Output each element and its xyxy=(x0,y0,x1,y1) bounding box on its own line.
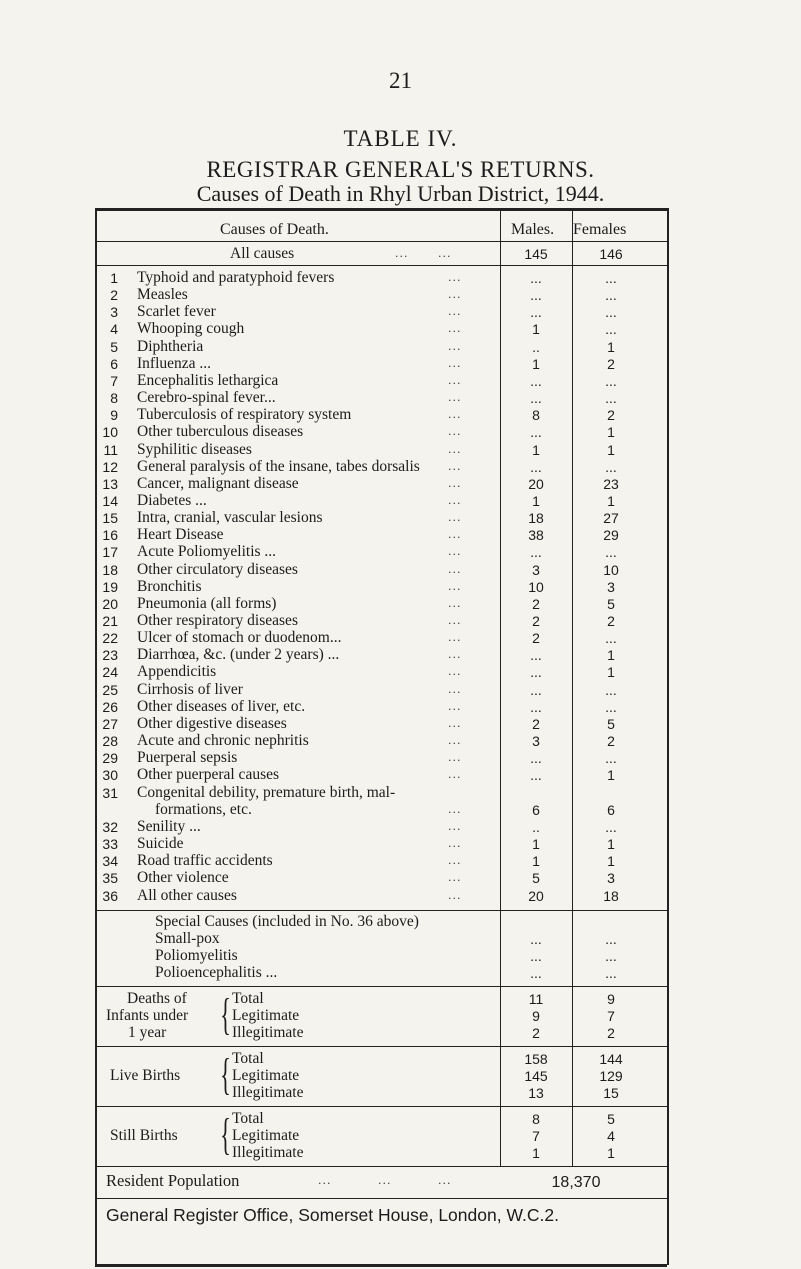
infant-females: 2 xyxy=(607,1025,615,1041)
cause-label: Other tuberculous diseases xyxy=(137,423,304,440)
cause-label: Encephalitis lethargica xyxy=(137,372,279,389)
cause-label: Congenital debility, premature birth, mal- xyxy=(137,784,396,801)
cause-females: 1 xyxy=(607,442,615,458)
row-number: 24 xyxy=(102,664,118,680)
page-title: REGISTRAR GENERAL'S RETURNS. xyxy=(206,157,595,182)
leader-dots: ... xyxy=(448,408,462,421)
cause-females: 3 xyxy=(607,579,615,595)
cause-females: 2 xyxy=(607,356,615,372)
cause-label: General paralysis of the insane, tabes dorsalis xyxy=(137,458,420,475)
leader-dots: ... xyxy=(448,391,462,404)
row-number: 30 xyxy=(102,767,118,783)
leader-dots: ... xyxy=(448,700,462,713)
cause-females: 23 xyxy=(603,476,619,492)
leader-dots: ... xyxy=(448,683,462,696)
cause-label: Influenza ... xyxy=(137,355,212,372)
cause-label: Other digestive diseases xyxy=(137,715,287,732)
cause-females: 5 xyxy=(607,716,615,732)
rule-line xyxy=(97,986,667,987)
cause-males: .. xyxy=(532,819,540,835)
cause-females: 5 xyxy=(607,596,615,612)
cause-label: Acute Poliomyelitis ... xyxy=(137,543,277,560)
cause-label: Whooping cough xyxy=(137,320,245,337)
special-females: ... xyxy=(605,948,617,964)
rule-line xyxy=(97,910,667,911)
leader-dots: ... xyxy=(448,477,462,490)
cause-males: ... xyxy=(530,767,542,783)
cause-label: Heart Disease xyxy=(137,526,224,543)
cause-label: Diphtheria xyxy=(137,338,204,355)
leader-dots: ... xyxy=(448,631,462,644)
row-number: 21 xyxy=(102,613,118,629)
cause-label: Diabetes ... xyxy=(137,492,207,509)
infant-males: 11 xyxy=(528,991,544,1007)
cause-label: Senility ... xyxy=(137,818,201,835)
cause-label: Other puerperal causes xyxy=(137,766,280,783)
leader-dots: ... xyxy=(448,717,462,730)
cause-label: Cerebro-spinal fever... xyxy=(137,389,276,406)
row-number: 27 xyxy=(102,716,118,732)
row-number: 36 xyxy=(102,888,118,904)
page-number: 21 xyxy=(389,68,412,93)
leader-dots: ... xyxy=(448,580,462,593)
cause-females: ... xyxy=(605,321,617,337)
leader-dots: ... xyxy=(448,854,462,867)
leader-dots: ... xyxy=(448,820,462,833)
row-number: 13 xyxy=(102,476,118,492)
row-number: 16 xyxy=(102,527,118,543)
cause-label: Bronchitis xyxy=(137,578,202,595)
cause-label: All other causes xyxy=(137,887,237,904)
cause-females: ... xyxy=(605,699,617,715)
infant-males: 9 xyxy=(532,1008,540,1024)
leader-dots: ... xyxy=(448,425,462,438)
leader-dots: ... xyxy=(448,374,462,387)
page-subtitle: Causes of Death in Rhyl Urban District, 1944. xyxy=(196,181,605,206)
header-males: Males. xyxy=(511,221,555,238)
leader-dots: ... xyxy=(448,528,462,541)
cause-males: ... xyxy=(530,287,542,303)
leader-dots: ... xyxy=(448,889,462,902)
cause-label: Tuberculosis of respiratory system xyxy=(137,406,352,423)
row-number: 20 xyxy=(102,596,118,612)
rule-line xyxy=(97,1106,667,1107)
cause-males: ... xyxy=(530,699,542,715)
footer-address: General Register Office, Somerset House, London, W.C.2. xyxy=(106,1205,559,1225)
leader-dots: ... xyxy=(448,271,462,284)
still-females: 1 xyxy=(607,1145,615,1161)
cause-females: ... xyxy=(605,270,617,286)
cause-females: 1 xyxy=(607,647,615,663)
cause-males: 5 xyxy=(532,870,540,886)
cause-males: ... xyxy=(530,750,542,766)
special-item: Small-pox xyxy=(155,930,220,947)
cause-females: 1 xyxy=(607,493,615,509)
cause-males: 20 xyxy=(528,476,544,492)
infant-males: 2 xyxy=(532,1025,540,1041)
cause-males: ... xyxy=(530,544,542,560)
leader-dots: ... xyxy=(448,443,462,456)
live-births-label: Live Births xyxy=(110,1067,181,1084)
live-females: 144 xyxy=(599,1051,623,1067)
cause-label: Suicide xyxy=(137,835,184,852)
infant-row-label: Legitimate xyxy=(232,1007,300,1024)
row-number: 19 xyxy=(102,579,118,595)
cause-label: Cancer, malignant disease xyxy=(137,475,299,492)
cause-females: ... xyxy=(605,287,617,303)
cause-label: Appendicitis xyxy=(137,663,217,680)
row-number: 7 xyxy=(110,373,118,389)
cause-females: ... xyxy=(605,819,617,835)
cause-label: Puerperal sepsis xyxy=(137,749,238,766)
rule-line xyxy=(97,241,667,242)
cause-females: 6 xyxy=(607,802,615,818)
live-row-label: Illegitimate xyxy=(232,1084,304,1101)
still-females: 5 xyxy=(607,1111,615,1127)
cause-males: 1 xyxy=(532,321,540,337)
leader-dots: ... xyxy=(448,837,462,850)
cause-label: Other diseases of liver, etc. xyxy=(137,698,306,715)
row-number: 23 xyxy=(102,647,118,663)
still-row-label: Illegitimate xyxy=(232,1144,304,1161)
leader-dots: ... xyxy=(448,768,462,781)
cause-females: 10 xyxy=(603,562,619,578)
live-row-label: Legitimate xyxy=(232,1067,300,1084)
cause-females: 1 xyxy=(607,664,615,680)
cause-females: 3 xyxy=(607,870,615,886)
special-males: ... xyxy=(530,965,542,981)
leader-dots: ... xyxy=(448,614,462,627)
cause-females: ... xyxy=(605,390,617,406)
row-number: 31 xyxy=(102,785,118,801)
infant-group-label: 1 year xyxy=(128,1024,167,1041)
column-line xyxy=(667,208,669,1265)
row-number: 8 xyxy=(110,390,118,406)
column-line xyxy=(572,208,573,1166)
row-number: 17 xyxy=(102,544,118,560)
rule-line xyxy=(97,1046,667,1047)
row-number: 3 xyxy=(110,304,118,320)
column-line xyxy=(500,208,501,1166)
cause-females: 1 xyxy=(607,767,615,783)
row-number: 1 xyxy=(110,270,118,286)
cause-label: Other violence xyxy=(137,869,229,886)
cause-females: 2 xyxy=(607,407,615,423)
cause-males: 2 xyxy=(532,596,540,612)
row-number: 34 xyxy=(102,853,118,869)
leader-dots: ... xyxy=(448,751,462,764)
row-number: 35 xyxy=(102,870,118,886)
still-females: 4 xyxy=(607,1128,615,1144)
row-number: 33 xyxy=(102,836,118,852)
still-births-label: Still Births xyxy=(110,1127,178,1144)
cause-males: 3 xyxy=(532,562,540,578)
cause-females: 2 xyxy=(607,733,615,749)
cause-males: 2 xyxy=(532,630,540,646)
cause-females: ... xyxy=(605,630,617,646)
cause-males: 1 xyxy=(532,836,540,852)
population-label: Resident Population xyxy=(106,1171,240,1190)
cause-males: 20 xyxy=(528,888,544,904)
cause-females: ... xyxy=(605,459,617,475)
row-number: 11 xyxy=(103,442,118,458)
special-males: ... xyxy=(530,948,542,964)
cause-label: Pneumonia (all forms) xyxy=(137,595,277,612)
cause-label: Cirrhosis of liver xyxy=(137,681,243,698)
leader-dots: ... xyxy=(448,665,462,678)
cause-females: ... xyxy=(605,373,617,389)
leader-dots: ... xyxy=(448,357,462,370)
leader-dots: ... xyxy=(448,340,462,353)
row-number: 29 xyxy=(102,750,118,766)
rule-line xyxy=(97,1198,667,1199)
special-heading: Special Causes (included in No. 36 above) xyxy=(155,913,419,930)
cause-males: 2 xyxy=(532,613,540,629)
row-number: 32 xyxy=(102,819,118,835)
still-row-label: Legitimate xyxy=(232,1127,300,1144)
cause-label: Intra, cranial, vascular lesions xyxy=(137,509,323,526)
special-females: ... xyxy=(605,965,617,981)
cause-males: 18 xyxy=(528,510,544,526)
leader-dots: ... xyxy=(448,803,462,816)
special-item: Polioencephalitis ... xyxy=(155,964,278,981)
brace: { xyxy=(220,1050,231,1099)
leader-dots: ... xyxy=(438,1174,452,1187)
cause-females: ... xyxy=(605,682,617,698)
infant-females: 9 xyxy=(607,991,615,1007)
rule-line xyxy=(95,208,667,211)
infant-row-label: Total xyxy=(232,990,264,1007)
live-row-label: Total xyxy=(232,1050,264,1067)
row-number: 10 xyxy=(102,424,118,440)
leader-dots: ... xyxy=(448,288,462,301)
cause-males: 1 xyxy=(532,853,540,869)
leader-dots: ... xyxy=(448,871,462,884)
population-value: 18,370 xyxy=(551,1174,601,1191)
row-number: 26 xyxy=(102,699,118,715)
live-females: 15 xyxy=(603,1085,619,1101)
cause-males: ... xyxy=(530,373,542,389)
all-causes-females: 146 xyxy=(599,246,623,262)
infant-females: 7 xyxy=(607,1008,615,1024)
cause-males: ... xyxy=(530,390,542,406)
row-number: 28 xyxy=(102,733,118,749)
cause-label: Measles xyxy=(137,286,188,303)
cause-females: 2 xyxy=(607,613,615,629)
all-causes-males: 145 xyxy=(524,246,548,262)
live-males: 145 xyxy=(524,1068,548,1084)
all-causes-label: All causes xyxy=(230,245,295,262)
rule-line xyxy=(97,265,667,266)
cause-label: Ulcer of stomach or duodenom... xyxy=(137,629,342,646)
rule-line xyxy=(97,1166,667,1167)
row-number: 5 xyxy=(110,339,118,355)
cause-label: Typhoid and paratyphoid fevers xyxy=(137,269,335,286)
cause-females: 18 xyxy=(603,888,619,904)
cause-males: 2 xyxy=(532,716,540,732)
row-number: 14 xyxy=(102,493,118,509)
cause-males: ... xyxy=(530,682,542,698)
row-number: 4 xyxy=(110,321,118,337)
leader-dots: ... xyxy=(395,247,409,260)
cause-males: 10 xyxy=(528,579,544,595)
cause-females: ... xyxy=(605,750,617,766)
row-number: 15 xyxy=(102,510,118,526)
cause-males: ... xyxy=(530,664,542,680)
cause-label: Syphilitic diseases xyxy=(137,441,252,458)
cause-males: ... xyxy=(530,459,542,475)
leader-dots: ... xyxy=(448,460,462,473)
brace: { xyxy=(220,1110,231,1159)
cause-males: 1 xyxy=(532,493,540,509)
special-item: Poliomyelitis xyxy=(155,947,238,964)
cause-label: Scarlet fever xyxy=(137,303,216,320)
row-number: 9 xyxy=(110,407,118,423)
cause-males: 1 xyxy=(532,442,540,458)
cause-label: Other circulatory diseases xyxy=(137,561,298,578)
cause-females: 1 xyxy=(607,853,615,869)
cause-label: Other respiratory diseases xyxy=(137,612,298,629)
cause-females: 1 xyxy=(607,836,615,852)
cause-females: 29 xyxy=(603,527,619,543)
cause-males: ... xyxy=(530,647,542,663)
special-females: ... xyxy=(605,931,617,947)
cause-males: ... xyxy=(530,424,542,440)
row-number: 2 xyxy=(110,287,118,303)
row-number: 18 xyxy=(102,562,118,578)
cause-females: ... xyxy=(605,544,617,560)
cause-males: 3 xyxy=(532,733,540,749)
header-causes: Causes of Death. xyxy=(220,221,329,238)
infant-group-label: Infants under xyxy=(106,1007,189,1024)
infant-row-label: Illegitimate xyxy=(232,1024,304,1041)
still-males: 1 xyxy=(532,1145,540,1161)
rule-line xyxy=(95,1264,667,1267)
leader-dots: ... xyxy=(448,322,462,335)
still-males: 7 xyxy=(532,1128,540,1144)
row-number: 25 xyxy=(102,682,118,698)
cause-males: 38 xyxy=(528,527,544,543)
leader-dots: ... xyxy=(448,305,462,318)
cause-males: 8 xyxy=(532,407,540,423)
leader-dots: ... xyxy=(448,511,462,524)
special-males: ... xyxy=(530,931,542,947)
leader-dots: ... xyxy=(438,247,452,260)
leader-dots: ... xyxy=(378,1174,392,1187)
header-females: Females xyxy=(573,221,627,238)
cause-males: ... xyxy=(530,304,542,320)
cause-label: Diarrhœa, &c. (under 2 years) ... xyxy=(137,646,340,663)
still-males: 8 xyxy=(532,1111,540,1127)
leader-dots: ... xyxy=(448,597,462,610)
leader-dots: ... xyxy=(448,648,462,661)
brace: { xyxy=(220,990,231,1039)
live-males: 158 xyxy=(524,1051,548,1067)
cause-males: .. xyxy=(532,339,540,355)
infant-group-label: Deaths of xyxy=(127,990,187,1007)
cause-females: 1 xyxy=(607,424,615,440)
cause-label-continued: formations, etc. xyxy=(155,801,252,818)
row-number: 12 xyxy=(102,459,118,475)
cause-males: 6 xyxy=(532,802,540,818)
row-number: 6 xyxy=(110,356,118,372)
leader-dots: ... xyxy=(448,494,462,507)
row-number: 22 xyxy=(102,630,118,646)
leader-dots: ... xyxy=(318,1174,332,1187)
cause-males: 1 xyxy=(532,356,540,372)
table-label: TABLE IV. xyxy=(343,126,458,151)
cause-label: Acute and chronic nephritis xyxy=(137,732,309,749)
leader-dots: ... xyxy=(448,563,462,576)
leader-dots: ... xyxy=(448,545,462,558)
cause-females: 1 xyxy=(607,339,615,355)
live-females: 129 xyxy=(599,1068,623,1084)
leader-dots: ... xyxy=(448,734,462,747)
still-row-label: Total xyxy=(232,1110,264,1127)
cause-label: Road traffic accidents xyxy=(137,852,273,869)
live-males: 13 xyxy=(528,1085,544,1101)
cause-females: ... xyxy=(605,304,617,320)
cause-females: 27 xyxy=(603,510,619,526)
cause-males: ... xyxy=(530,270,542,286)
